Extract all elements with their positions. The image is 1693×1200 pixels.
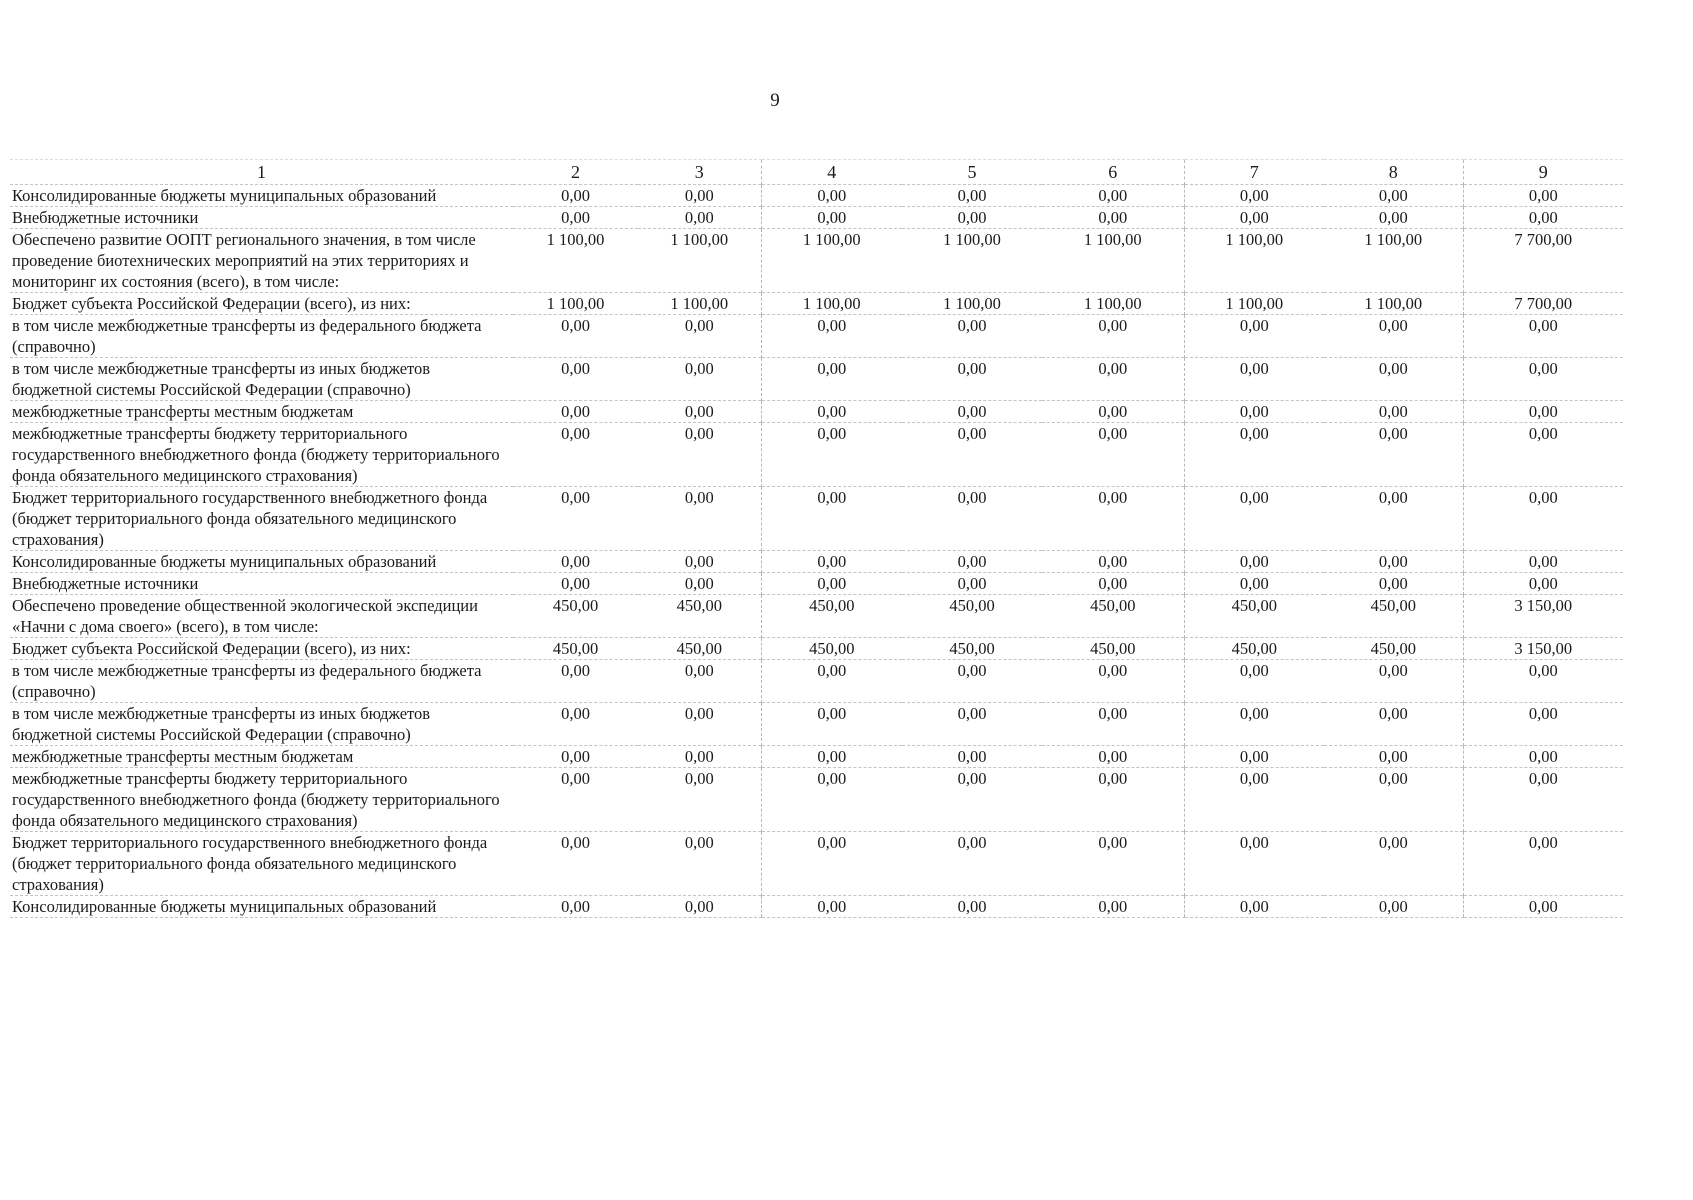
value-cell: 0,00 [1463,185,1623,207]
table-row [10,768,1623,832]
column-header: 6 [1042,160,1184,185]
column-header: 5 [902,160,1042,185]
value-cell: 450,00 [761,595,902,638]
value-cell: 0,00 [513,358,638,401]
value-cell: 0,00 [1184,660,1324,703]
value-cell: 1 100,00 [1042,229,1184,293]
value-cell: 0,00 [761,423,902,487]
value-cell: 0,00 [1463,768,1623,832]
row-label: Консолидированные бюджеты муниципальных образований [10,551,513,573]
value-cell: 0,00 [902,768,1042,832]
value-cell: 0,00 [1042,423,1184,487]
value-cell: 0,00 [1042,207,1184,229]
value-cell: 1 100,00 [1184,293,1324,315]
value-cell: 7 700,00 [1463,293,1623,315]
value-cell: 0,00 [1042,401,1184,423]
value-cell: 0,00 [513,315,638,358]
value-cell: 0,00 [513,573,638,595]
column-header: 4 [761,160,902,185]
table-row [10,573,1623,595]
value-cell: 0,00 [1042,746,1184,768]
value-cell: 0,00 [761,487,902,551]
value-cell: 1 100,00 [1184,229,1324,293]
table-row [10,832,1623,896]
column-number-row [10,160,1623,185]
value-cell: 0,00 [1042,896,1184,918]
value-cell: 0,00 [638,315,761,358]
value-cell: 0,00 [761,660,902,703]
value-cell: 0,00 [761,551,902,573]
row-label: Бюджет территориального государственного внебюджетного фонда (бюджет территориального фонда обязательного медицинского страхования) [10,832,513,896]
value-cell: 0,00 [638,660,761,703]
table-row [10,401,1623,423]
value-cell: 450,00 [902,595,1042,638]
value-cell: 0,00 [1042,832,1184,896]
value-cell: 0,00 [902,358,1042,401]
value-cell: 0,00 [1184,315,1324,358]
value-cell: 0,00 [1042,358,1184,401]
table-body [10,160,1623,918]
value-cell: 0,00 [513,207,638,229]
value-cell: 450,00 [761,638,902,660]
row-label: в том числе межбюджетные трансферты из федерального бюджета (справочно) [10,660,513,703]
column-header: 7 [1184,160,1324,185]
row-label: Бюджет субъекта Российской Федерации (всего), из них: [10,638,513,660]
value-cell: 0,00 [1184,746,1324,768]
table-row [10,229,1623,293]
table-row [10,207,1623,229]
value-cell: 0,00 [1184,487,1324,551]
value-cell: 0,00 [1324,768,1463,832]
row-label: Консолидированные бюджеты муниципальных образований [10,896,513,918]
value-cell: 0,00 [1324,660,1463,703]
value-cell: 0,00 [513,896,638,918]
value-cell: 0,00 [513,551,638,573]
row-label: Консолидированные бюджеты муниципальных образований [10,185,513,207]
row-label: межбюджетные трансферты местным бюджетам [10,401,513,423]
value-cell: 450,00 [638,595,761,638]
value-cell: 1 100,00 [513,229,638,293]
column-header: 2 [513,160,638,185]
value-cell: 0,00 [1184,423,1324,487]
value-cell: 0,00 [902,660,1042,703]
value-cell: 0,00 [902,315,1042,358]
value-cell: 0,00 [1042,703,1184,746]
row-label: межбюджетные трансферты бюджету территориального государственного внебюджетного фонда (бюджету территориального фонда обязательного медицинского страхования) [10,423,513,487]
budget-table [10,159,1623,918]
value-cell: 0,00 [1324,487,1463,551]
value-cell: 0,00 [1463,207,1623,229]
value-cell: 0,00 [902,401,1042,423]
value-cell: 0,00 [902,551,1042,573]
value-cell: 0,00 [513,401,638,423]
value-cell: 0,00 [1463,746,1623,768]
value-cell: 0,00 [1184,185,1324,207]
value-cell: 0,00 [761,207,902,229]
value-cell: 0,00 [638,487,761,551]
value-cell: 1 100,00 [1324,293,1463,315]
value-cell: 450,00 [1324,638,1463,660]
value-cell: 0,00 [902,423,1042,487]
value-cell: 3 150,00 [1463,595,1623,638]
table-row [10,703,1623,746]
value-cell: 0,00 [638,768,761,832]
table-row [10,660,1623,703]
value-cell: 0,00 [1463,660,1623,703]
table-row [10,358,1623,401]
value-cell: 450,00 [1184,595,1324,638]
value-cell: 0,00 [1184,573,1324,595]
value-cell: 0,00 [1184,401,1324,423]
value-cell: 0,00 [638,703,761,746]
row-label: межбюджетные трансферты местным бюджетам [10,746,513,768]
row-label: в том числе межбюджетные трансферты из федерального бюджета (справочно) [10,315,513,358]
value-cell: 0,00 [902,207,1042,229]
value-cell: 0,00 [761,401,902,423]
value-cell: 0,00 [1184,768,1324,832]
column-header: 8 [1324,160,1463,185]
row-label: Внебюджетные источники [10,573,513,595]
value-cell: 0,00 [1463,423,1623,487]
row-label: в том числе межбюджетные трансферты из иных бюджетов бюджетной системы Российской Федерации (справочно) [10,358,513,401]
value-cell: 0,00 [638,746,761,768]
value-cell: 450,00 [513,638,638,660]
value-cell: 0,00 [513,768,638,832]
value-cell: 1 100,00 [1042,293,1184,315]
value-cell: 0,00 [902,185,1042,207]
value-cell: 0,00 [1463,832,1623,896]
value-cell: 0,00 [1463,896,1623,918]
value-cell: 0,00 [761,358,902,401]
value-cell: 0,00 [1324,703,1463,746]
row-label: межбюджетные трансферты бюджету территориального государственного внебюджетного фонда (бюджету территориального фонда обязательного медицинского страхования) [10,768,513,832]
row-label: Внебюджетные источники [10,207,513,229]
value-cell: 0,00 [1184,358,1324,401]
row-label: Бюджет территориального государственного внебюджетного фонда (бюджет территориального фонда обязательного медицинского страхования) [10,487,513,551]
value-cell: 0,00 [902,896,1042,918]
value-cell: 0,00 [1042,573,1184,595]
value-cell: 0,00 [1042,660,1184,703]
value-cell: 0,00 [902,573,1042,595]
value-cell: 0,00 [761,315,902,358]
value-cell: 0,00 [1463,573,1623,595]
value-cell: 450,00 [638,638,761,660]
value-cell: 450,00 [1324,595,1463,638]
table-row [10,315,1623,358]
table-row [10,487,1623,551]
value-cell: 0,00 [638,401,761,423]
value-cell: 0,00 [1463,358,1623,401]
value-cell: 0,00 [638,423,761,487]
value-cell: 0,00 [1324,551,1463,573]
value-cell: 0,00 [513,832,638,896]
row-label: Бюджет субъекта Российской Федерации (всего), из них: [10,293,513,315]
value-cell: 450,00 [902,638,1042,660]
value-cell: 0,00 [1324,401,1463,423]
value-cell: 1 100,00 [638,293,761,315]
value-cell: 0,00 [1042,185,1184,207]
value-cell: 450,00 [1184,638,1324,660]
value-cell: 0,00 [513,746,638,768]
value-cell: 0,00 [902,832,1042,896]
value-cell: 0,00 [638,896,761,918]
value-cell: 0,00 [513,423,638,487]
value-cell: 1 100,00 [902,293,1042,315]
table-row [10,185,1623,207]
table-row [10,551,1623,573]
value-cell: 0,00 [1324,423,1463,487]
value-cell: 1 100,00 [761,229,902,293]
value-cell: 450,00 [1042,638,1184,660]
table-row [10,638,1623,660]
value-cell: 0,00 [638,207,761,229]
value-cell: 0,00 [513,185,638,207]
table-row [10,423,1623,487]
value-cell: 0,00 [761,185,902,207]
value-cell: 0,00 [1324,185,1463,207]
value-cell: 450,00 [1042,595,1184,638]
value-cell: 0,00 [1324,207,1463,229]
value-cell: 1 100,00 [513,293,638,315]
value-cell: 0,00 [1324,358,1463,401]
value-cell: 7 700,00 [1463,229,1623,293]
row-label: Обеспечено развитие ООПТ регионального значения, в том числе проведение биотехнических мероприятий на этих территориях и мониторинг их состояния (всего), в том числе: [10,229,513,293]
value-cell: 450,00 [513,595,638,638]
column-header: 1 [10,160,513,185]
value-cell: 0,00 [761,703,902,746]
value-cell: 0,00 [1042,315,1184,358]
value-cell: 0,00 [638,358,761,401]
value-cell: 0,00 [1042,487,1184,551]
table-row [10,293,1623,315]
column-header: 3 [638,160,761,185]
value-cell: 0,00 [1184,207,1324,229]
value-cell: 0,00 [638,551,761,573]
table-row [10,595,1623,638]
value-cell: 0,00 [1463,703,1623,746]
value-cell: 1 100,00 [638,229,761,293]
value-cell: 0,00 [513,487,638,551]
value-cell: 0,00 [761,768,902,832]
value-cell: 0,00 [638,185,761,207]
page-number: 9 [770,90,780,111]
value-cell: 0,00 [761,746,902,768]
value-cell: 0,00 [761,832,902,896]
value-cell: 0,00 [513,660,638,703]
value-cell: 1 100,00 [902,229,1042,293]
value-cell: 0,00 [902,703,1042,746]
table-row [10,746,1623,768]
value-cell: 0,00 [1184,896,1324,918]
row-label: в том числе межбюджетные трансферты из иных бюджетов бюджетной системы Российской Федерации (справочно) [10,703,513,746]
value-cell: 0,00 [638,832,761,896]
value-cell: 0,00 [1042,768,1184,832]
value-cell: 0,00 [1184,703,1324,746]
value-cell: 0,00 [1463,551,1623,573]
value-cell: 0,00 [1463,487,1623,551]
row-label: Обеспечено проведение общественной экологической экспедиции «Начни с дома своего» (всего), в том числе: [10,595,513,638]
value-cell: 0,00 [902,746,1042,768]
value-cell: 0,00 [1184,551,1324,573]
value-cell: 0,00 [1463,315,1623,358]
value-cell: 0,00 [1184,832,1324,896]
value-cell: 0,00 [1324,746,1463,768]
value-cell: 0,00 [1324,832,1463,896]
value-cell: 3 150,00 [1463,638,1623,660]
value-cell: 0,00 [1042,551,1184,573]
value-cell: 0,00 [513,703,638,746]
value-cell: 0,00 [1324,573,1463,595]
table-row [10,896,1623,918]
value-cell: 0,00 [761,896,902,918]
value-cell: 0,00 [638,573,761,595]
value-cell: 1 100,00 [761,293,902,315]
value-cell: 0,00 [1324,315,1463,358]
column-header: 9 [1463,160,1623,185]
value-cell: 0,00 [1324,896,1463,918]
value-cell: 1 100,00 [1324,229,1463,293]
value-cell: 0,00 [761,573,902,595]
value-cell: 0,00 [1463,401,1623,423]
value-cell: 0,00 [902,487,1042,551]
